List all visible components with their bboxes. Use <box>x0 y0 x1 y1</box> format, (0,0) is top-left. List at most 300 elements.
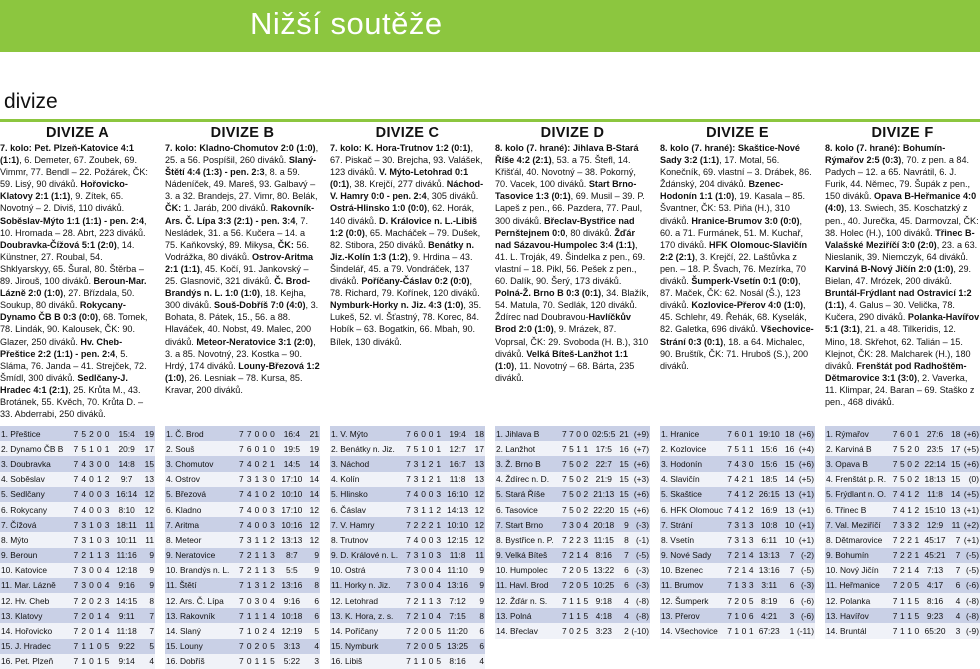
stat-cell: 2 <box>899 532 906 547</box>
stat-cell: 1 <box>740 532 747 547</box>
stat-cell: 17 <box>950 441 962 456</box>
stat-cell: 4 <box>269 608 277 623</box>
team-cell: 3. Doubravka <box>0 456 72 471</box>
division-heading: DIVIZE C <box>375 125 440 141</box>
team-cell: 8. Trutnov <box>330 532 405 547</box>
table-row <box>660 456 815 471</box>
stat-cell: 7 <box>72 578 80 593</box>
stat-cell: 1 <box>95 548 103 563</box>
stat-cell: 2 <box>582 502 589 517</box>
stat-cell: (+5) <box>961 487 980 502</box>
table-row <box>495 623 650 638</box>
stat-cell: 0 <box>420 623 428 638</box>
stat-cell: 5 <box>899 441 906 456</box>
stat-cell: 6 <box>245 441 253 456</box>
stat-cell: 7 <box>726 502 733 517</box>
stat-cell: 0 <box>261 517 269 532</box>
stat-cell: 4 <box>80 502 88 517</box>
stat-cell: (-3) <box>795 578 815 593</box>
stat-cell: 11:20 <box>442 623 472 638</box>
stat-cell: 4 <box>950 593 962 608</box>
stat-cell: 0 <box>261 639 269 654</box>
stat-cell: 9:23 <box>920 608 949 623</box>
stat-cell: (+5) <box>961 441 980 456</box>
stat-cell: 7 <box>891 548 898 563</box>
stat-cell: (-5) <box>795 563 815 578</box>
stat-cell: 7 <box>891 487 898 502</box>
stat-cell: 1 <box>95 623 103 638</box>
table-row <box>330 548 485 563</box>
stat-cell: 7 <box>405 639 413 654</box>
stat-cell: 4 <box>733 472 740 487</box>
stat-cell: 5 <box>412 441 420 456</box>
stat-cell: 0 <box>253 502 261 517</box>
stat-cell: 0 <box>253 456 261 471</box>
stat-cell: 1 <box>899 593 906 608</box>
stat-cell: 13 <box>950 502 962 517</box>
stat-cell: 1 <box>253 563 261 578</box>
stat-cell: 3 <box>80 578 88 593</box>
stat-cell: 2 <box>575 532 582 547</box>
stat-cell: 1 <box>245 623 253 638</box>
table-row <box>825 441 980 456</box>
stat-cell: 5:22 <box>276 654 307 669</box>
stat-cell: 2 <box>913 517 920 532</box>
stat-cell: 4 <box>899 487 906 502</box>
table-row <box>825 502 980 517</box>
stat-cell: 1 <box>913 532 920 547</box>
team-cell: 12. Hv. Cheb <box>0 593 72 608</box>
table-row <box>660 502 815 517</box>
stat-cell: 10:18 <box>276 608 307 623</box>
stat-cell: 45:21 <box>920 548 949 563</box>
stat-cell: 2 <box>427 456 435 471</box>
stat-cell: 7 <box>726 563 733 578</box>
stat-cell: 4 <box>412 532 420 547</box>
stat-cell: 7 <box>726 472 733 487</box>
team-cell: 1. Hranice <box>660 426 726 441</box>
stat-cell: 0 <box>88 608 96 623</box>
stat-cell: 6 <box>950 578 962 593</box>
table-row <box>660 548 815 563</box>
stat-cell: 2 <box>412 517 420 532</box>
stat-cell: 0 <box>88 563 96 578</box>
team-cell: 5. Skaštice <box>660 487 726 502</box>
stat-cell: 17 <box>473 441 485 456</box>
stat-cell: 0 <box>575 563 582 578</box>
stat-cell: 12 <box>473 532 485 547</box>
stat-cell: 5 <box>899 472 906 487</box>
stat-cell: 9 <box>307 563 320 578</box>
table-row <box>0 517 155 532</box>
stat-cell: 2 <box>80 623 88 638</box>
stat-cell: 7 <box>891 623 898 638</box>
stat-cell: 6 <box>899 426 906 441</box>
stat-cell: 0 <box>906 578 913 593</box>
stat-cell: 3 <box>435 548 443 563</box>
stat-cell: 3 <box>80 517 88 532</box>
stat-cell: 0 <box>88 502 96 517</box>
stat-cell: 2 <box>906 548 913 563</box>
stat-cell: 13 <box>473 456 485 471</box>
stat-cell: 0 <box>103 426 111 441</box>
stat-cell: 12 <box>142 502 155 517</box>
team-cell: 1. Přeštice <box>0 426 72 441</box>
team-cell: 9. Neratovice <box>165 548 238 563</box>
table-row <box>0 426 155 441</box>
match-report: 7. kolo: K. Hora-Trutnov 1:2 (0:1), 67. Piskač – 30. Brejcha, 93. Valášek, 123 diváků. V. Mýto-Letohrad 0:1 (0:1), 38. Krejčí, 277 diváků. Náchod-V. Hamry 0:0 - pen. 2:4, 305 diváků. Ostrá-Hlinsko 1:0 (0:0), 62. Horák, 140 diváků. D. Královice n. L.-Libiš 1:2 (0:0), 65. Macháček – 79. Dušek, 82. Stibora, 250 diváků. Benátky n. Jiz.-Kolín 1:3 (1:2), 9. Hrdina – 43. Šindelář, 45. a 79. Vondráček, 137 diváků. Poříčany-Čáslav 0:2 (0:0), 78. Richard, 79. Kořínek, 120 diváků. Nymburk-Horky n. Jiz. 4:3 (1:0), 35. Lukeš, 52. vl. Šťastný, 78. Korec, 84. Hobík – 63. Bogatkin, 66. Mbah, 90. Bílek, 130 diváků. <box>330 143 484 347</box>
stat-cell: 6 <box>733 426 740 441</box>
stat-cell: 1 <box>253 532 261 547</box>
stat-cell: (-8) <box>961 608 980 623</box>
stat-cell: 18 <box>784 426 796 441</box>
stat-cell: 4 <box>748 563 755 578</box>
stat-cell: 7 <box>238 578 246 593</box>
team-cell: 9. D. Králové n. L. <box>330 548 405 563</box>
stat-cell: 2 <box>261 456 269 471</box>
stat-cell: 3 <box>88 456 96 471</box>
table-row <box>495 532 650 547</box>
stat-cell: 2 <box>582 487 589 502</box>
stat-cell: 1 <box>253 472 261 487</box>
stat-cell: 13:22 <box>589 563 618 578</box>
stat-cell: 2 <box>269 578 277 593</box>
stat-cell: 0 <box>245 593 253 608</box>
team-cell: 12. Ars. Č. Lípa <box>165 593 238 608</box>
stat-cell: 7 <box>561 502 568 517</box>
stat-cell: 3 <box>748 517 755 532</box>
stat-cell: 12:7 <box>442 441 472 456</box>
team-cell: 5. Frýdlant n. O. <box>825 487 891 502</box>
stat-cell: 4:18 <box>589 608 618 623</box>
stat-cell: 3 <box>412 563 420 578</box>
stat-cell: 0 <box>575 517 582 532</box>
stat-cell: 5 <box>913 578 920 593</box>
stat-cell: 12:18 <box>111 563 142 578</box>
stat-cell: 1 <box>420 608 428 623</box>
team-cell: 13. Přerov <box>660 608 726 623</box>
stat-cell: 2 <box>899 578 906 593</box>
stat-cell: 14:5 <box>276 456 307 471</box>
stat-cell: 4 <box>307 639 320 654</box>
stat-cell: 1 <box>906 563 913 578</box>
stat-cell: 0 <box>427 608 435 623</box>
stat-cell: 20:18 <box>589 517 618 532</box>
table-row <box>330 517 485 532</box>
stat-cell: 2 <box>733 563 740 578</box>
stat-cell: (+9) <box>630 426 650 441</box>
section-title: divize <box>4 90 58 113</box>
stat-cell: 12 <box>307 517 320 532</box>
stat-cell: 3 <box>307 654 320 669</box>
stat-cell: 1 <box>913 426 920 441</box>
team-cell: 14. Hořovicko <box>0 623 72 638</box>
team-cell: 16. Dobříš <box>165 654 238 669</box>
stat-cell: 9 <box>142 578 155 593</box>
stat-cell: 7 <box>238 426 246 441</box>
stat-cell: 11 <box>473 548 485 563</box>
stat-cell: 0 <box>906 456 913 471</box>
stat-cell: 1 <box>427 502 435 517</box>
table-row <box>660 563 815 578</box>
stat-cell: 0 <box>427 623 435 638</box>
stat-cell: 1 <box>88 441 96 456</box>
stat-cell: 1 <box>568 593 575 608</box>
table-row <box>165 487 320 502</box>
stat-cell: 1 <box>740 548 747 563</box>
stat-cell: 5 <box>582 593 589 608</box>
stat-cell: (+1) <box>961 502 980 517</box>
stat-cell: (+1) <box>795 532 815 547</box>
table-row <box>165 608 320 623</box>
team-cell: 15. J. Hradec <box>0 639 72 654</box>
stat-cell: 1 <box>575 548 582 563</box>
team-cell: 11. Brumov <box>660 578 726 593</box>
stat-cell: 2 <box>245 563 253 578</box>
stat-cell: 21:13 <box>589 487 618 502</box>
stat-cell: 1 <box>261 548 269 563</box>
team-cell: 2. Benátky n. Jiz. <box>330 441 405 456</box>
stat-cell: 21:9 <box>589 472 618 487</box>
division-column-e <box>660 124 815 649</box>
stat-cell: 19 <box>307 441 320 456</box>
team-cell: 15. Nymburk <box>330 639 405 654</box>
stat-cell: 7 <box>891 532 898 547</box>
stat-cell: 0 <box>261 487 269 502</box>
table-row <box>825 487 980 502</box>
table-row <box>660 487 815 502</box>
stat-cell: 0 <box>420 578 428 593</box>
stat-cell: 0 <box>88 578 96 593</box>
stat-cell: 5 <box>748 593 755 608</box>
division-column-f <box>825 124 980 649</box>
table-row <box>330 426 485 441</box>
team-cell: 7. Aritma <box>165 517 238 532</box>
stat-cell: (-3) <box>630 578 650 593</box>
table-row <box>660 608 815 623</box>
stat-cell: 2 <box>913 487 920 502</box>
stat-cell: 7 <box>238 563 246 578</box>
team-cell: 6. Třinec B <box>825 502 891 517</box>
stat-cell: 7 <box>405 532 413 547</box>
stat-cell: 4 <box>103 563 111 578</box>
table-row <box>0 472 155 487</box>
stat-cell: 02:5:5 <box>589 426 618 441</box>
stat-cell: 7 <box>405 548 413 563</box>
team-cell: 5. Sedlčany <box>0 487 72 502</box>
stat-cell: 0 <box>427 639 435 654</box>
stat-cell: 4 <box>245 502 253 517</box>
stat-cell: 1 <box>906 593 913 608</box>
table-row <box>330 593 485 608</box>
team-cell: 4. Soběslav <box>0 472 72 487</box>
stat-cell: 7 <box>72 563 80 578</box>
team-cell: 4. Slavičín <box>660 472 726 487</box>
team-cell: 1. Č. Brod <box>165 426 238 441</box>
stat-cell: 0 <box>95 426 103 441</box>
stat-cell: 7 <box>891 578 898 593</box>
stat-cell: 4 <box>733 502 740 517</box>
stat-cell: 15 <box>950 456 962 471</box>
table-row <box>330 639 485 654</box>
stat-cell: 7 <box>950 532 962 547</box>
stat-cell: 3 <box>103 593 111 608</box>
stat-cell: 1 <box>95 472 103 487</box>
stat-cell: 1 <box>740 487 747 502</box>
team-cell: 8. Vsetín <box>660 532 726 547</box>
stat-cell: 4 <box>733 487 740 502</box>
stat-cell: 3 <box>269 517 277 532</box>
stat-cell: (-2) <box>795 548 815 563</box>
stat-cell: 3 <box>412 456 420 471</box>
stat-cell: 4:21 <box>755 608 784 623</box>
team-cell: 10. Brandýs n. L. <box>165 563 238 578</box>
stat-cell: (-3) <box>630 563 650 578</box>
stat-cell: 10:10 <box>442 517 472 532</box>
team-cell: 4. Frenštát p. R. <box>825 472 891 487</box>
stat-cell: 12:19 <box>276 623 307 638</box>
stat-cell: (+6) <box>630 502 650 517</box>
stat-cell: 6 <box>618 563 630 578</box>
team-cell: 4. Kolín <box>330 472 405 487</box>
stat-cell: 3 <box>568 517 575 532</box>
stat-cell: 1 <box>420 548 428 563</box>
stat-cell: 1 <box>253 487 261 502</box>
stat-cell: 1 <box>582 441 589 456</box>
stat-cell: 9 <box>618 517 630 532</box>
stat-cell: 4 <box>950 608 962 623</box>
stat-cell: 3 <box>435 593 443 608</box>
stat-cell: 3 <box>740 578 747 593</box>
stat-cell: (-8) <box>630 593 650 608</box>
table-row <box>495 502 650 517</box>
stat-cell: 6 <box>618 578 630 593</box>
stat-cell: 5 <box>568 487 575 502</box>
stat-cell: 0 <box>95 487 103 502</box>
stat-cell: 1 <box>575 608 582 623</box>
stat-cell: 2 <box>80 593 88 608</box>
stat-cell: 0 <box>427 532 435 547</box>
stat-cell: 0 <box>575 426 582 441</box>
stat-cell: 0 <box>913 623 920 638</box>
table-row <box>660 578 815 593</box>
stat-cell: (-1) <box>630 532 650 547</box>
stat-cell: 9:7 <box>111 472 142 487</box>
stat-cell: 5 <box>435 623 443 638</box>
stat-cell: 2 <box>412 608 420 623</box>
team-cell: 14. Slaný <box>165 623 238 638</box>
stat-cell: 0 <box>568 623 575 638</box>
stat-cell: 1 <box>740 441 747 456</box>
table-row <box>165 517 320 532</box>
stat-cell: 7 <box>891 593 898 608</box>
stat-cell: 7 <box>72 532 80 547</box>
stat-cell: 7 <box>891 608 898 623</box>
stat-cell: 7 <box>950 563 962 578</box>
table-row <box>495 608 650 623</box>
stat-cell: 14 <box>307 487 320 502</box>
stat-cell: 5 <box>582 608 589 623</box>
stat-cell: 1 <box>899 608 906 623</box>
table-row <box>0 441 155 456</box>
stat-cell: 22:14 <box>920 456 949 471</box>
stat-cell: 1 <box>412 654 420 669</box>
stat-cell: 7 <box>726 593 733 608</box>
stat-cell: 8:16 <box>589 548 618 563</box>
stat-cell: 7 <box>561 563 568 578</box>
table-row <box>165 623 320 638</box>
team-cell: 3. Ž. Brno B <box>495 456 561 471</box>
stat-cell: 7 <box>561 608 568 623</box>
stat-cell: 0 <box>261 426 269 441</box>
stat-cell: 2 <box>253 639 261 654</box>
stat-cell: 1 <box>261 608 269 623</box>
stat-cell: 2 <box>80 608 88 623</box>
table-row <box>825 517 980 532</box>
team-cell: 2. Kozlovice <box>660 441 726 456</box>
stat-cell: 19 <box>142 426 155 441</box>
stat-cell: 0 <box>575 487 582 502</box>
stat-cell: 0 <box>420 487 428 502</box>
stat-cell: 0 <box>88 623 96 638</box>
stat-cell: 7 <box>72 517 80 532</box>
stat-cell: 8 <box>473 608 485 623</box>
stat-cell: 4 <box>582 517 589 532</box>
banner-title: Nižší soutěže <box>250 6 443 41</box>
stat-cell: 1 <box>95 608 103 623</box>
stat-cell: 10 <box>784 517 796 532</box>
stat-cell: 1 <box>740 517 747 532</box>
stat-cell: 0 <box>906 426 913 441</box>
stat-cell: 1 <box>733 578 740 593</box>
team-cell: 7. Val. Meziříčí <box>825 517 891 532</box>
stat-cell: 7 <box>405 654 413 669</box>
stat-cell: 9:16 <box>111 578 142 593</box>
stat-cell: 7 <box>405 502 413 517</box>
stat-cell: 2 <box>740 472 747 487</box>
stat-cell: 1 <box>261 532 269 547</box>
stat-cell: 17:10 <box>276 502 307 517</box>
stat-cell: 9 <box>473 578 485 593</box>
table-row <box>660 517 815 532</box>
team-cell: 12. Šumperk <box>660 593 726 608</box>
division-column-c <box>330 124 485 667</box>
stat-cell: (-11) <box>795 623 815 638</box>
table-row <box>165 593 320 608</box>
stat-cell: 26:15 <box>755 487 784 502</box>
stat-cell: 7 <box>238 441 246 456</box>
stat-cell: 7 <box>238 532 246 547</box>
stat-cell: 4 <box>412 487 420 502</box>
table-row <box>825 456 980 471</box>
stat-cell: 3 <box>261 472 269 487</box>
stat-cell: (+5) <box>795 472 815 487</box>
stat-cell: 14:8 <box>111 456 142 471</box>
stat-cell: 3 <box>269 502 277 517</box>
table-row <box>495 426 650 441</box>
team-cell: 3. Hodonín <box>660 456 726 471</box>
stat-cell: 7 <box>726 608 733 623</box>
match-report: 8. kolo (7. hrané): Skaštice-Nové Sady 3:2 (1:1), 17. Motal, 56. Konečník, 69. vlastní – 3. Drábek, 86. Ždánský, 204 diváků. Bzenec-Hodonín 1:1 (1:0), 19. Kasala – 85. Švantner, ČK: 53. Piňa (H.), 310 diváků. Hranice-Brumov 3:0 (0:0), 60. a 71. Furmánek, 51. M. Kuchař, 170 diváků. HFK Olomouc-Slavičín 2:2 (2:1), 3. Krejčí, 22. Laštůvka z pen. – 18. P. Švach, 76. Mezírka, 70 diváků. Šumperk-Vsetín 0:1 (0:0), 87. Maček, ČK: 62. Nosál (Š.), 123 diváků. Kozlovice-Přerov 4:0 (1:0), 45. Schlehr, 49. Řehák, 68. Kyselák, 82. Galetka, 696 diváků. Všechovice-Strání 0:3 (0:1), 18. a 64. Michalec, 90. Bruštík, ČK: 71. Hruboš (S.), 200 diváků. <box>660 143 814 371</box>
table-row <box>0 487 155 502</box>
stat-cell: 7 <box>891 517 898 532</box>
table-row <box>825 623 980 638</box>
stat-cell: 4 <box>435 563 443 578</box>
stat-cell: 7 <box>405 623 413 638</box>
stat-cell: 7 <box>561 548 568 563</box>
division-heading: DIVIZE E <box>706 125 769 141</box>
stat-cell: 0 <box>740 593 747 608</box>
